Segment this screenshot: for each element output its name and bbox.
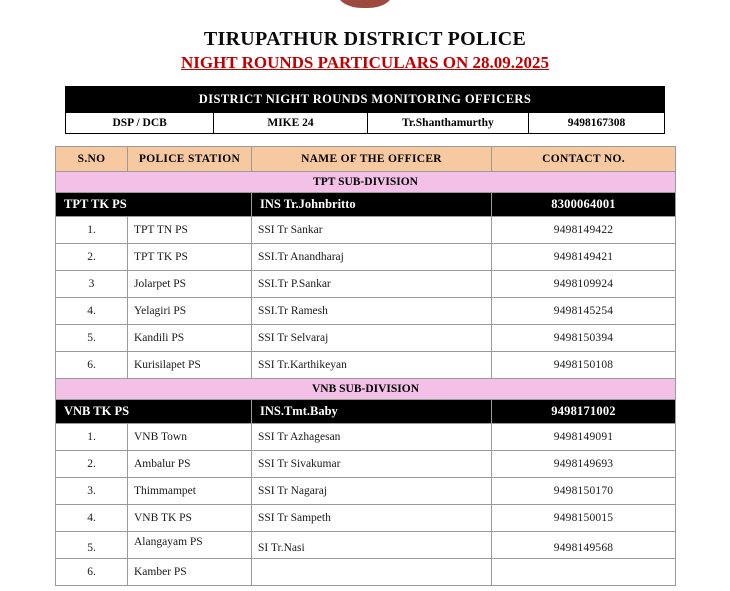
- table-row: [56, 423, 676, 450]
- inspector-row: [56, 399, 676, 423]
- inspector-name: INS.Tmt.Baby: [252, 399, 492, 423]
- row-officer-name: SSI.Tr P.Sankar: [252, 270, 492, 297]
- page-subtitle: NIGHT ROUNDS PARTICULARS ON 28.09.2025: [180, 53, 550, 72]
- row-police-station: Thimmampet: [128, 477, 252, 504]
- row-sno: 4.: [56, 297, 128, 324]
- row-officer-name: SSI.Tr Ramesh: [252, 297, 492, 324]
- monitoring-banner-row: [66, 86, 665, 112]
- row-contact: 9498150394: [492, 324, 676, 351]
- table-row: [56, 216, 676, 243]
- column-header-officer-name: NAME OF THE OFFICER: [252, 146, 492, 171]
- column-header-police-station: POLICE STATION: [128, 146, 252, 171]
- row-contact: 9498149693: [492, 450, 676, 477]
- row-contact: 9498145254: [492, 297, 676, 324]
- row-officer-name: [252, 558, 492, 585]
- table-row: [56, 558, 676, 585]
- row-officer-name: SSI Tr Sivakumar: [252, 450, 492, 477]
- monitoring-designation: DSP / DCB: [66, 112, 214, 133]
- row-officer-name: SSI.Tr Anandharaj: [252, 243, 492, 270]
- table-row: [56, 477, 676, 504]
- row-officer-name: SI Tr.Nasi: [252, 531, 492, 558]
- row-sno: 1.: [56, 423, 128, 450]
- table-row: [56, 504, 676, 531]
- table-row: [56, 270, 676, 297]
- table-row: [56, 351, 676, 378]
- row-police-station: Yelagiri PS: [128, 297, 252, 324]
- row-contact: 9498150108: [492, 351, 676, 378]
- row-sno: 6.: [56, 351, 128, 378]
- subdivision-label: VNB SUB-DIVISION: [56, 378, 676, 399]
- table-row: [56, 297, 676, 324]
- row-sno: 5.: [56, 324, 128, 351]
- inspector-station: VNB TK PS: [56, 399, 252, 423]
- row-sno: 3: [56, 270, 128, 297]
- inspector-contact: 9498171002: [492, 399, 676, 423]
- row-officer-name: SSI Tr Sankar: [252, 216, 492, 243]
- monitoring-officer-row: [66, 112, 665, 133]
- row-sno: 1.: [56, 216, 128, 243]
- row-contact: [492, 558, 676, 585]
- row-sno: 6.: [56, 558, 128, 585]
- subdivision-row: [56, 171, 676, 192]
- subdivision-row: [56, 378, 676, 399]
- monitoring-officers-table: [65, 86, 665, 134]
- row-officer-name: SSI Tr Sampeth: [252, 504, 492, 531]
- row-contact: 9498150170: [492, 477, 676, 504]
- monitoring-name: Tr.Shanthamurthy: [367, 112, 528, 133]
- column-header-sno: S.NO: [56, 146, 128, 171]
- row-police-station: Jolarpet PS: [128, 270, 252, 297]
- row-police-station: Ambalur PS: [128, 450, 252, 477]
- row-police-station: VNB Town: [128, 423, 252, 450]
- table-header-row: [56, 146, 676, 171]
- monitoring-contact: 9498167308: [529, 112, 665, 133]
- row-police-station: TPT TK PS: [128, 243, 252, 270]
- row-contact: 9498109924: [492, 270, 676, 297]
- row-officer-name: SSI Tr.Karthikeyan: [252, 351, 492, 378]
- row-contact: 9498150015: [492, 504, 676, 531]
- row-police-station: TPT TN PS: [128, 216, 252, 243]
- page-title: TIRUPATHUR DISTRICT POLICE: [203, 28, 527, 50]
- row-contact: 9498149568: [492, 531, 676, 558]
- row-sno: 2.: [56, 450, 128, 477]
- row-police-station: Alangayam PS: [128, 531, 252, 558]
- night-rounds-table: [55, 146, 675, 586]
- inspector-station: TPT TK PS: [56, 192, 252, 216]
- row-officer-name: SSI Tr Nagaraj: [252, 477, 492, 504]
- row-contact: 9498149422: [492, 216, 676, 243]
- row-police-station: Kurisilapet PS: [128, 351, 252, 378]
- row-sno: 5.: [56, 531, 128, 558]
- row-officer-name: SSI Tr Azhagesan: [252, 423, 492, 450]
- subdivision-label: TPT SUB-DIVISION: [56, 171, 676, 192]
- row-police-station: Kandili PS: [128, 324, 252, 351]
- table-row: [56, 531, 676, 558]
- table-row: [56, 324, 676, 351]
- row-sno: 2.: [56, 243, 128, 270]
- row-officer-name: SSI Tr Selvaraj: [252, 324, 492, 351]
- inspector-row: [56, 192, 676, 216]
- inspector-contact: 8300064001: [492, 192, 676, 216]
- row-sno: 3.: [56, 477, 128, 504]
- row-sno: 4.: [56, 504, 128, 531]
- row-contact: 9498149091: [492, 423, 676, 450]
- column-header-contact: CONTACT NO.: [492, 146, 676, 171]
- inspector-name: INS Tr.Johnbritto: [252, 192, 492, 216]
- table-row: [56, 243, 676, 270]
- row-contact: 9498149421: [492, 243, 676, 270]
- monitoring-callsign: MIKE 24: [214, 112, 367, 133]
- row-police-station: VNB TK PS: [128, 504, 252, 531]
- document-header: [0, 0, 730, 73]
- monitoring-banner: DISTRICT NIGHT ROUNDS MONITORING OFFICERS: [66, 86, 665, 112]
- row-police-station: Kamber PS: [128, 558, 252, 585]
- table-row: [56, 450, 676, 477]
